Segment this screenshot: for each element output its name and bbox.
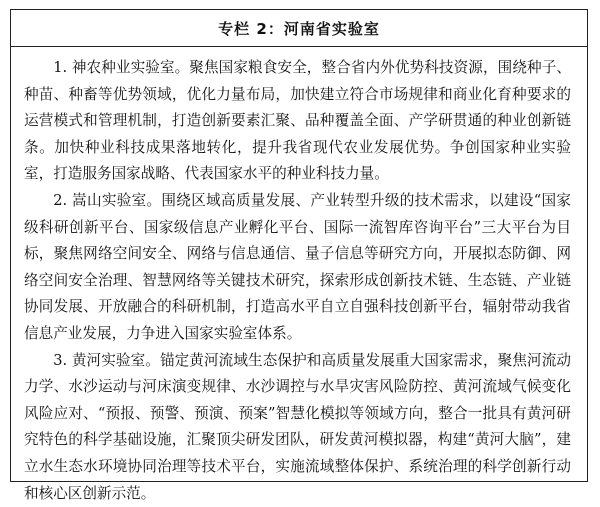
paragraph-shennong-lab: 1. 神农种业实验室。聚焦国家粮食安全，整合省内外优势科技资源，围绕种子、种苗、种畜等优势领域，优化力量布局，加快建立符合市场规律和商业化育种要求的运营模式和管理机制，打造创新要素汇聚、品种覆盖全面、产学研贯通的种业创新链条。加快种业科技成果落地转化，提升我省现代农业发展优势。争创国家种业实验室，打造服务国家战略、代表国家水平的种业科技力量。 — [24, 59, 571, 183]
column-body — [11, 47, 587, 507]
column-box — [10, 9, 588, 502]
paragraph-huanghe-lab: 3. 黄河实验室。锚定黄河流域生态保护和高质量发展重大国家需求，聚焦河流动力学、水沙运动与河床演变规律、水沙调控与水旱灾害风险防控、黄河流域气候变化风险应对、“预报、预警、预演、预案”智慧化模拟等领域方向，整合一批具有黄河研究特色的科学基础设施，汇聚顶尖研发团队，研发黄河模拟器，构建“黄河大脑”，建立水生态水环境协同治理等技术平台，实施流域整体保护、系统治理的科学创新行动和核心区创新示范。 — [24, 351, 571, 502]
paragraph-songshan-lab: 2. 嵩山实验室。围绕区域高质量发展、产业转型升级的技术需求，以建设“国家级科研创新平台、国家级信息产业孵化平台、国际一流智库咨询平台”三大平台为目标，聚焦网络空间安全、网络与信息通信、量子信息等研究方向，开展拟态防御、网络空间安全治理、智慧网络等关键技术研究，探索形成创新技术链、生态链、产业链协同发展、开放融合的科研机制，打造高水平自立自强科技创新平台，辐射带动我省信息产业发展，力争进入国家实验室体系。 — [24, 191, 571, 342]
column-title: 专栏 2：河南省实验室 — [11, 10, 587, 47]
